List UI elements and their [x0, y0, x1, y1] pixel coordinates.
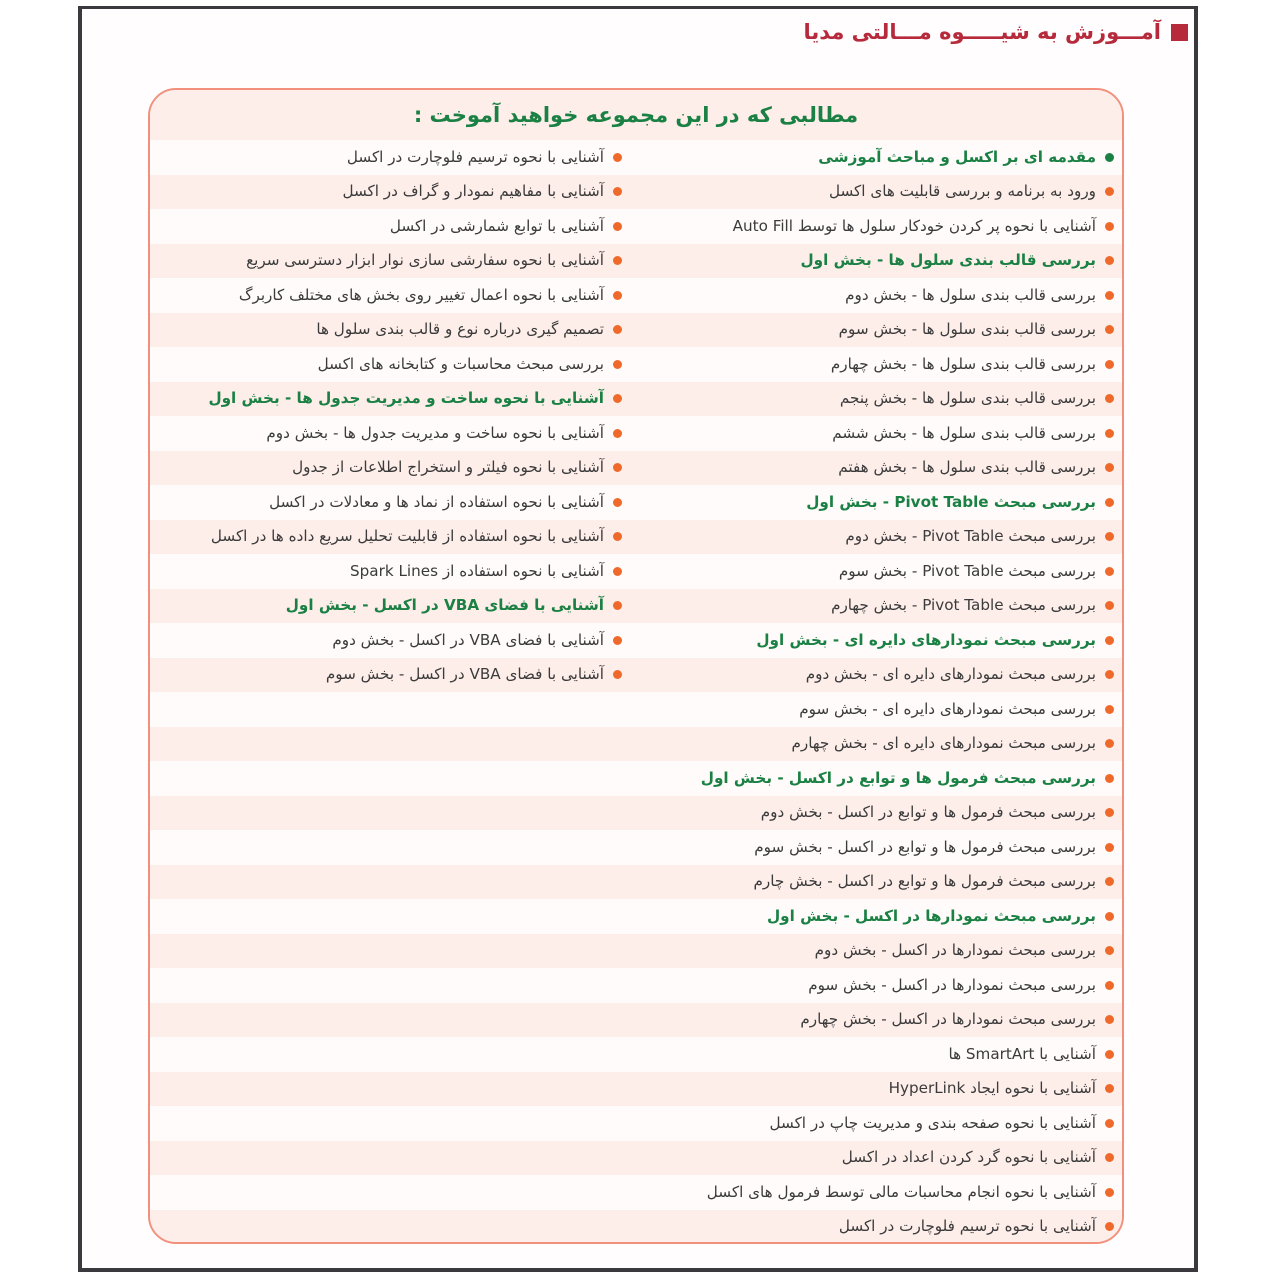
list-item-label: بررسی مبحث نمودارهای دایره ای - بخش چهارم — [791, 734, 1096, 753]
bullet-icon — [613, 567, 622, 576]
bullet-icon — [1105, 429, 1114, 438]
bullet-icon — [1105, 567, 1114, 576]
list-item-label: آشنایی با نحوه پر کردن خودکار سلول ها توسط Auto Fill — [732, 216, 1096, 235]
list-item[interactable] — [636, 554, 1122, 589]
bullet-icon — [1105, 912, 1114, 921]
list-item[interactable] — [636, 692, 1122, 727]
list-item-label: بررسی مبحث نمودارها در اکسل - بخش سوم — [808, 975, 1096, 994]
list-item[interactable] — [150, 520, 636, 555]
list-item-label: بررسی مبحث فرمول ها و توابع در اکسل - بخش سوم — [754, 837, 1096, 856]
bullet-icon — [1105, 739, 1114, 748]
bullet-icon — [613, 498, 622, 507]
list-item-label: بررسی مبحث نمودارهای دایره ای - بخش اول — [756, 630, 1096, 649]
bullet-icon — [1105, 808, 1114, 817]
list-item-label: بررسی مبحث فرمول ها و توابع در اکسل - بخش دوم — [760, 803, 1096, 822]
list-item-label: آشنایی با فضای VBA در اکسل - بخش دوم — [332, 630, 604, 649]
bullet-icon — [1105, 1222, 1114, 1231]
list-item-label: آشنایی با نحوه اعمال تغییر روی بخش های مختلف کاربرگ — [238, 285, 604, 304]
list-item-label: بررسی قالب بندی سلول ها - بخش پنجم — [839, 389, 1096, 408]
bullet-icon — [1105, 774, 1114, 783]
list-item-label: بررسی مبحث محاسبات و کتابخانه های اکسل — [317, 354, 604, 373]
list-item-label: بررسی مبحث Pivot Table - بخش اول — [806, 492, 1096, 511]
bullet-icon — [1105, 532, 1114, 541]
list-item[interactable] — [636, 1175, 1122, 1210]
list-item-label: بررسی قالب بندی سلول ها - بخش سوم — [838, 320, 1096, 339]
list-item-label: تصمیم گیری درباره نوع و قالب بندی سلول ها — [316, 320, 604, 339]
list-item[interactable] — [150, 140, 636, 175]
bullet-icon — [613, 222, 622, 231]
list-item-label: آشنایی با نحوه استفاده از Spark Lines — [349, 561, 604, 580]
list-item-label: بررسی قالب بندی سلول ها - بخش دوم — [845, 285, 1096, 304]
list-item[interactable] — [636, 1141, 1122, 1176]
list-item[interactable] — [150, 244, 636, 279]
list-item-label: بررسی مبحث نمودارها در اکسل - بخش چهارم — [800, 1010, 1096, 1029]
list-item[interactable] — [636, 382, 1122, 417]
bullet-icon — [1105, 946, 1114, 955]
bullet-icon — [1105, 670, 1114, 679]
list-item[interactable] — [636, 520, 1122, 555]
bullet-icon — [613, 325, 622, 334]
list-item[interactable] — [636, 451, 1122, 486]
bullet-icon — [613, 429, 622, 438]
brand-header — [803, 20, 1188, 44]
bullet-icon — [613, 394, 622, 403]
list-item[interactable] — [150, 416, 636, 451]
bullet-icon — [1105, 981, 1114, 990]
list-item-label: آشنایی با نحوه ساخت و مدیریت جدول ها - بخش اول — [208, 389, 604, 408]
bullet-icon — [1105, 394, 1114, 403]
list-item-label: بررسی قالب بندی سلول ها - بخش ششم — [832, 423, 1096, 442]
list-item[interactable] — [636, 623, 1122, 658]
list-item[interactable] — [150, 175, 636, 210]
syllabus-columns — [150, 140, 1122, 1242]
list-item-label: مقدمه ای بر اکسل و مباحث آموزشی — [818, 147, 1096, 166]
bullet-icon — [1105, 1050, 1114, 1059]
bullet-icon — [1105, 636, 1114, 645]
list-item[interactable] — [150, 209, 636, 244]
bullet-icon — [1105, 877, 1114, 886]
list-item[interactable] — [636, 313, 1122, 348]
list-item[interactable] — [636, 899, 1122, 934]
bullet-icon — [1105, 222, 1114, 231]
list-item-label: بررسی مبحث نمودارها در اکسل - بخش اول — [766, 906, 1096, 925]
list-item-label: آشنایی با نحوه استفاده از قابلیت تحلیل سریع داده ها در اکسل — [210, 527, 604, 546]
list-item[interactable] — [150, 623, 636, 658]
list-item-label: آشنایی با نحوه صفحه بندی و مدیریت چاپ در اکسل — [769, 1113, 1096, 1132]
list-item[interactable] — [150, 278, 636, 313]
list-item-label: بررسی مبحث Pivot Table - بخش دوم — [845, 527, 1096, 546]
list-item[interactable] — [636, 1037, 1122, 1072]
list-item[interactable] — [150, 485, 636, 520]
bullet-icon — [1105, 187, 1114, 196]
list-item[interactable] — [636, 416, 1122, 451]
list-item[interactable] — [636, 485, 1122, 520]
list-item-label: آشنایی با فضای VBA در اکسل - بخش سوم — [325, 665, 604, 684]
bullet-icon — [613, 291, 622, 300]
bullet-icon — [613, 670, 622, 679]
bullet-icon — [1105, 1015, 1114, 1024]
list-item-label: آشنایی با نحوه استفاده از نماد ها و معادلات در اکسل — [269, 492, 604, 511]
list-item[interactable] — [636, 209, 1122, 244]
list-item-label: ورود به برنامه و بررسی قابلیت های اکسل — [829, 182, 1096, 201]
bullet-icon — [1105, 498, 1114, 507]
square-bullet-icon — [1171, 24, 1188, 41]
list-item-label: بررسی قالب بندی سلول ها - بخش چهارم — [830, 354, 1096, 373]
list-item-label: بررسی مبحث Pivot Table - بخش چهارم — [831, 596, 1096, 615]
bullet-icon — [1105, 360, 1114, 369]
list-item[interactable] — [636, 830, 1122, 865]
list-item-label: بررسی مبحث نمودارهای دایره ای - بخش دوم — [805, 665, 1096, 684]
list-item-label: آشنایی با نحوه فیلتر و استخراج اطلاعات از جدول — [292, 458, 604, 477]
list-item-label: آشنایی با SmartArt ها — [948, 1044, 1096, 1063]
bullet-icon — [613, 601, 622, 610]
list-item-label: بررسی مبحث نمودارها در اکسل - بخش دوم — [814, 941, 1096, 960]
bullet-icon — [613, 636, 622, 645]
list-item-label: آشنایی با نحوه سفارشی سازی نوار ابزار دسترسی سریع — [246, 251, 604, 270]
list-item[interactable] — [636, 1210, 1122, 1245]
list-item[interactable] — [636, 140, 1122, 175]
syllabus-column-right — [636, 140, 1122, 1242]
bullet-icon — [1105, 601, 1114, 610]
list-item-label: بررسی مبحث Pivot Table - بخش سوم — [838, 561, 1096, 580]
list-item-label: آشنایی با نحوه گرد کردن اعداد در اکسل — [841, 1148, 1096, 1167]
list-item[interactable] — [636, 796, 1122, 831]
list-item[interactable] — [150, 313, 636, 348]
list-item[interactable] — [636, 1003, 1122, 1038]
list-item[interactable] — [150, 589, 636, 624]
list-item[interactable] — [636, 968, 1122, 1003]
bullet-icon — [1105, 1084, 1114, 1093]
bullet-icon — [1105, 153, 1114, 162]
list-item[interactable] — [150, 347, 636, 382]
list-item-label: بررسی مبحث فرمول ها و توابع در اکسل - بخش چارم — [753, 872, 1096, 891]
list-item[interactable] — [150, 382, 636, 417]
list-item-label: آشنایی با مفاهیم نمودار و گراف در اکسل — [342, 182, 604, 201]
list-item[interactable] — [636, 1072, 1122, 1107]
list-item[interactable] — [636, 278, 1122, 313]
bullet-icon — [1105, 1153, 1114, 1162]
list-item-label: بررسی مبحث فرمول ها و توابع در اکسل - بخش اول — [700, 768, 1096, 787]
bullet-icon — [1105, 1119, 1114, 1128]
syllabus-card — [148, 88, 1124, 1244]
list-item-label: بررسی قالب بندی سلول ها - بخش اول — [800, 251, 1096, 270]
card-title-band — [150, 90, 1122, 140]
list-item[interactable] — [636, 761, 1122, 796]
list-item-label: بررسی قالب بندی سلول ها - بخش هفتم — [838, 458, 1096, 477]
bullet-icon — [613, 532, 622, 541]
bullet-icon — [613, 153, 622, 162]
list-item[interactable] — [636, 658, 1122, 693]
list-item[interactable] — [636, 934, 1122, 969]
list-item-label: بررسی مبحث نمودارهای دایره ای - بخش سوم — [799, 699, 1096, 718]
syllabus-list-body — [150, 140, 1122, 1242]
list-item[interactable] — [636, 244, 1122, 279]
list-item-label: آشنایی با نحوه ایجاد HyperLink — [888, 1079, 1096, 1098]
list-item[interactable] — [636, 1106, 1122, 1141]
list-item[interactable] — [636, 865, 1122, 900]
bullet-icon — [1105, 843, 1114, 852]
list-item-label: آشنایی با نحوه انجام محاسبات مالی توسط فرمول های اکسل — [706, 1182, 1096, 1201]
bullet-icon — [1105, 1188, 1114, 1197]
bullet-icon — [613, 256, 622, 265]
list-item[interactable] — [636, 727, 1122, 762]
bullet-icon — [613, 187, 622, 196]
bullet-icon — [1105, 705, 1114, 714]
bullet-icon — [1105, 291, 1114, 300]
card-title: مطالبی که در این مجموعه خواهید آموخت : — [413, 103, 859, 127]
syllabus-column-left — [150, 140, 636, 1242]
list-item-label: آشنایی با نحوه ترسیم فلوچارت در اکسل — [346, 147, 604, 166]
list-item[interactable] — [636, 589, 1122, 624]
list-item[interactable] — [636, 347, 1122, 382]
list-item-label: آشنایی با توابع شمارشی در اکسل — [389, 216, 604, 235]
bullet-icon — [613, 360, 622, 369]
list-item-label: آشنایی با نحوه ترسیم فلوچارت در اکسل — [838, 1217, 1096, 1236]
list-item-label: آشنایی با نحوه ساخت و مدیریت جدول ها - بخش دوم — [266, 423, 604, 442]
bullet-icon — [1105, 463, 1114, 472]
list-item-label: آشنایی با فضای VBA در اکسل - بخش اول — [285, 596, 604, 615]
list-item[interactable] — [150, 451, 636, 486]
brand-header-title: آمـــوزش به شیـــــوه مـــالتی مدیا — [803, 20, 1161, 44]
list-item[interactable] — [636, 175, 1122, 210]
list-item[interactable] — [150, 658, 636, 693]
bullet-icon — [1105, 325, 1114, 334]
list-item[interactable] — [150, 554, 636, 589]
bullet-icon — [1105, 256, 1114, 265]
bullet-icon — [613, 463, 622, 472]
